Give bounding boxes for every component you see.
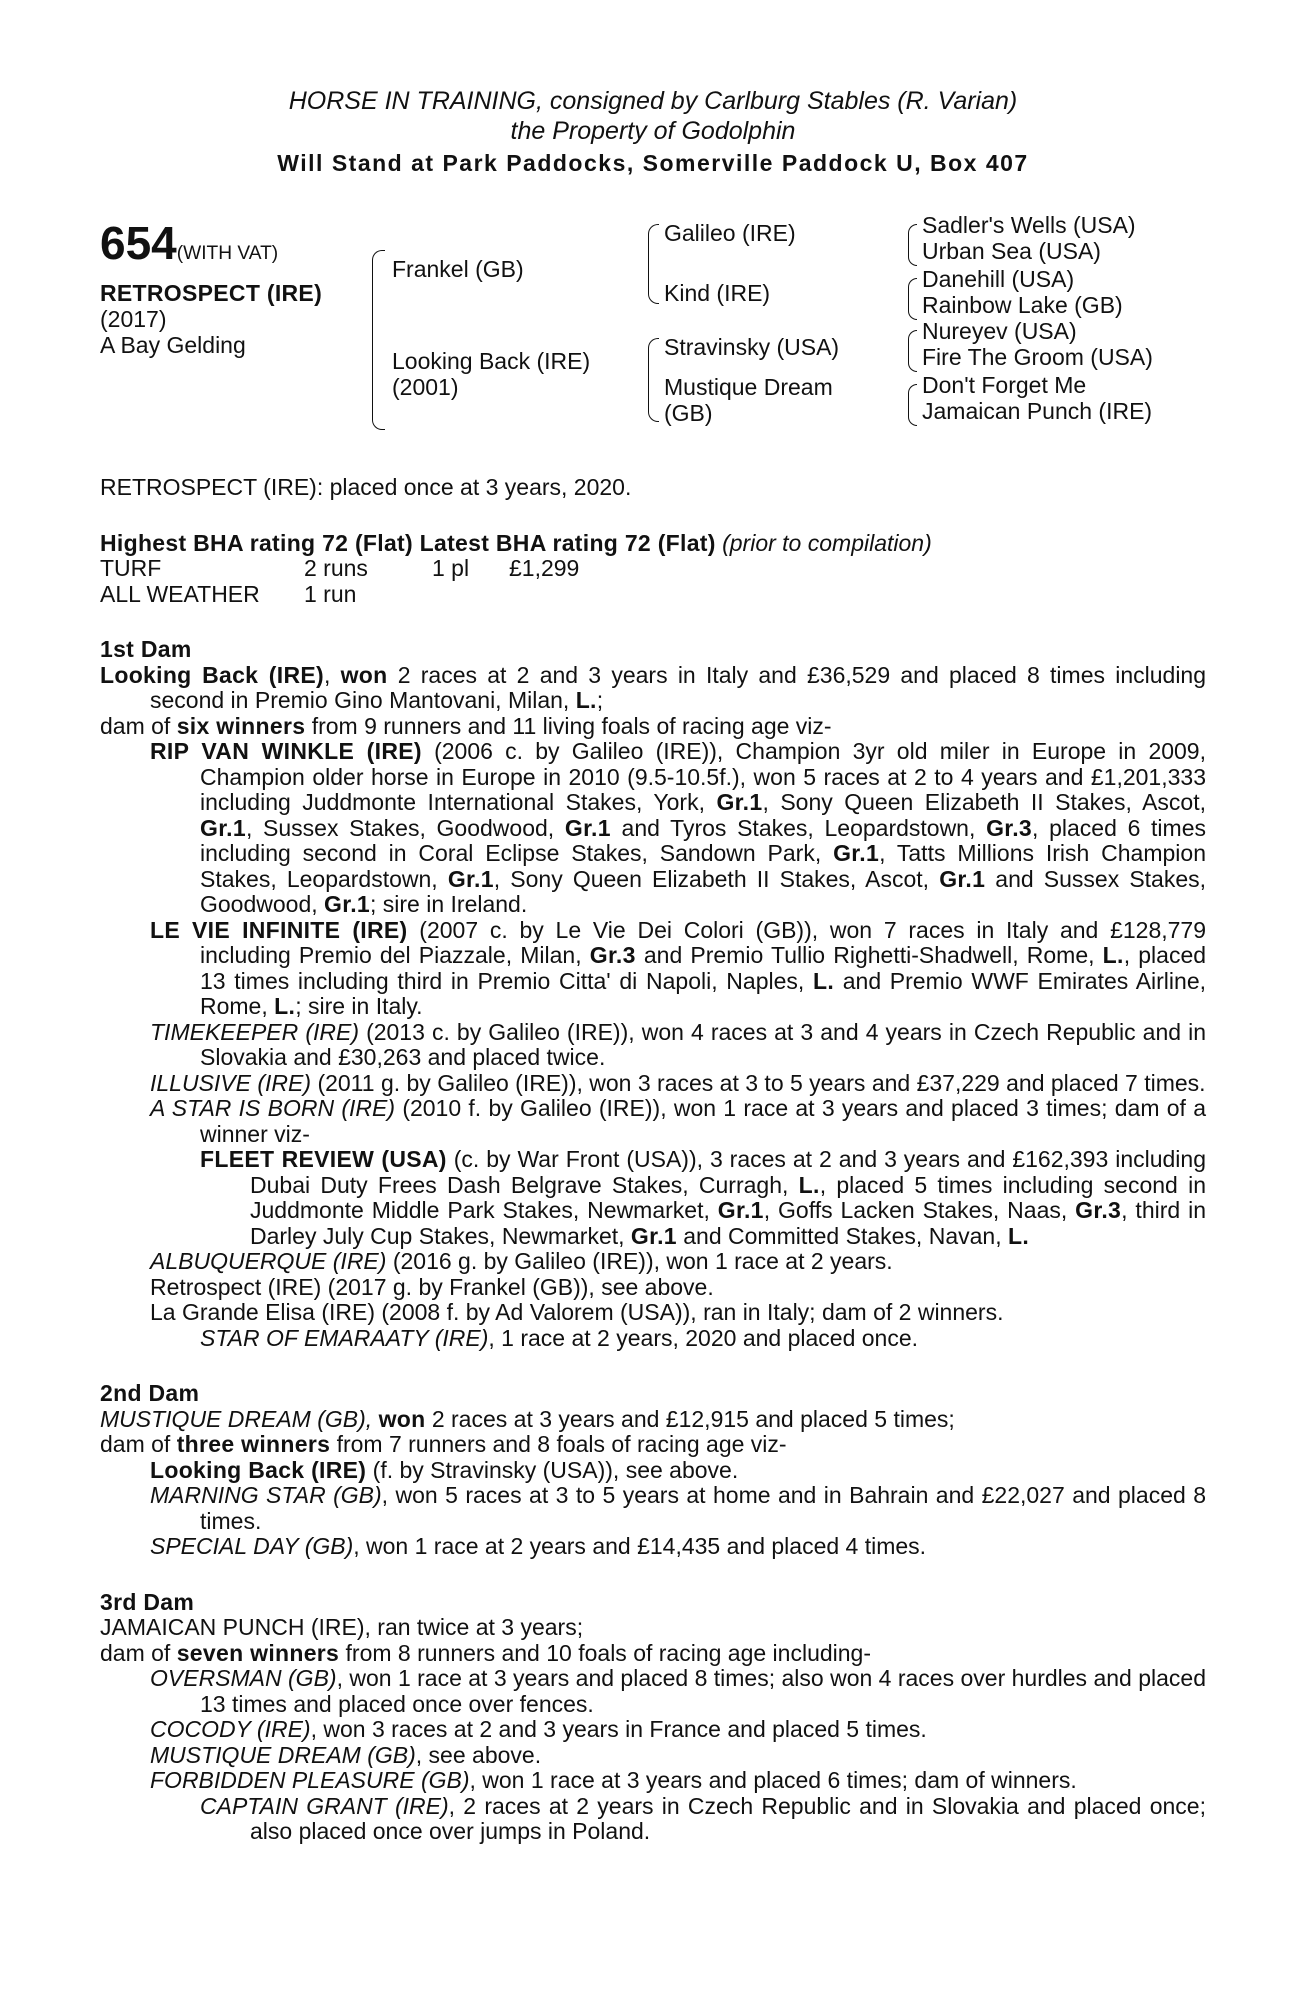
produce-albuquerque: ALBUQUERQUE (IRE) (2016 g. by Galileo (IRE)), won 1 race at 2 years. xyxy=(150,1248,893,1274)
produce-intro: dam of six winners from 9 runners and 11 living foals of racing age viz- xyxy=(100,712,832,739)
produce-intro: dam of three winners from 7 runners and 8 foals of racing age viz- xyxy=(100,1431,787,1457)
produce-forbidden-pleasure: FORBIDDEN PLEASURE (GB), won 1 race at 3 years and placed 6 times; dam of winners. xyxy=(150,1767,1077,1793)
dam-name: Looking Back (IRE) xyxy=(392,348,591,374)
produce-captain-grant: CAPTAIN GRANT (IRE), 2 races at 2 years in Czech Republic and in Slovakia and placed once; also placed once over jumps in Poland. xyxy=(200,1792,1206,1844)
brace-g3 xyxy=(908,330,917,372)
ped-dds: Don't Forget Me xyxy=(922,372,1087,398)
horse-year: (2017) xyxy=(100,306,167,332)
rating-note: (prior to compilation) xyxy=(722,529,932,556)
ped-dss: Nureyev (USA) xyxy=(922,318,1077,344)
produce-a-star-is-born: A STAR IS BORN (IRE) (2010 f. by Galileo (IRE)), won 1 race at 3 years and placed 3 times; dam of a winner viz- xyxy=(150,1095,1206,1147)
page-header xyxy=(100,86,1206,178)
brace-g2 xyxy=(908,278,917,320)
brace-g4 xyxy=(908,384,917,426)
brace-g1 xyxy=(908,224,917,266)
third-dam-section xyxy=(100,1590,1206,1845)
dam-record: Looking Back (IRE), won 2 races at 2 and 3 years in Italy and £36,529 and placed 8 times including second in Premio Gino Mantovani, Milan, L.; xyxy=(100,661,1207,713)
produce-illusive: ILLUSIVE (IRE) (2011 g. by Galileo (IRE)), won 3 races at 3 to 5 years and £37,229 and placed 7 times. xyxy=(150,1069,1206,1096)
dam-dam-country: (GB) xyxy=(664,400,713,426)
section-title: 3rd Dam xyxy=(100,1588,195,1615)
horse-name: RETROSPECT (IRE) xyxy=(100,280,323,306)
dam-sire: Stravinsky (USA) xyxy=(664,334,840,360)
stand-line: Will Stand at Park Paddocks, Somerville Paddock U, Box 407 xyxy=(277,150,1029,176)
produce-special-day: SPECIAL DAY (GB), won 1 race at 2 years and £14,435 and placed 4 times. xyxy=(150,1533,927,1559)
lot-number: 654(WITH VAT) xyxy=(100,217,279,269)
rating-line: Highest BHA rating 72 (Flat) Latest BHA rating 72 (Flat) xyxy=(100,529,716,556)
produce-marning-star: MARNING STAR (GB), won 5 races at 3 to 5 years at home and in Bahrain and £22,027 and placed 8 times. xyxy=(150,1482,1206,1534)
produce-le-vie-infinite: LE VIE INFINITE (IRE) (2007 c. by Le Vie Dei Colori (GB)), won 7 races in Italy and £128,779 including Premio del Piazzale, Milan, Gr.3 and Premio Tullio Righetti-Shadwell, Rome, L., placed 13 times including third in Premio Citta' di Napoli, Naples, L. and Premio WWF Emirates Airline, Rome, L.; sire in Italy. xyxy=(150,916,1207,1019)
ped-dsd: Fire The Groom (USA) xyxy=(922,344,1153,370)
section-title: 1st Dam xyxy=(100,636,192,662)
pedigree-table xyxy=(100,212,1206,475)
second-dam-section xyxy=(100,1381,1206,1560)
horse-description: A Bay Gelding xyxy=(100,332,246,358)
ped-ssd: Urban Sea (USA) xyxy=(922,238,1101,264)
produce-la-grande-elisa: La Grande Elisa (IRE) (2008 f. by Ad Valorem (USA)), ran in Italy; dam of 2 winners. xyxy=(150,1299,1004,1325)
owner-line: the Property of Godolphin xyxy=(510,117,796,145)
summary-line: RETROSPECT (IRE): placed once at 3 years, 2020. xyxy=(100,474,632,500)
catalogue-page xyxy=(100,86,1206,1845)
sire-dam: Kind (IRE) xyxy=(664,280,771,306)
first-dam-section xyxy=(100,637,1206,1351)
ped-sdd: Rainbow Lake (GB) xyxy=(922,292,1123,318)
stat-row-aw: ALL WEATHER 1 run xyxy=(100,580,357,607)
ped-sds: Danehill (USA) xyxy=(922,266,1075,292)
brace-dam-line xyxy=(648,338,659,422)
produce-retrospect: Retrospect (IRE) (2017 g. by Frankel (GB)), see above. xyxy=(150,1273,714,1300)
produce-fleet-review: FLEET REVIEW (USA) (c. by War Front (USA)), 3 races at 2 and 3 years and £162,393 including Dubai Duty Frees Dash Belgrave Stakes, Curragh, L., placed 5 times including second in Juddmonte Middle Park Stakes, Newmarket, Gr.1, Goffs Lacken Stakes, Naas, Gr.3, third in Darley July Cup Stakes, Newmarket, Gr.1 and Committed Stakes, Navan, L. xyxy=(200,1146,1206,1249)
produce-looking-back: Looking Back (IRE) (f. by Stravinsky (USA)), see above. xyxy=(150,1456,739,1483)
produce-mustique-dream: MUSTIQUE DREAM (GB), see above. xyxy=(150,1741,542,1768)
dam-record: MUSTIQUE DREAM (GB), won 2 races at 3 years and £12,915 and placed 5 times; xyxy=(100,1405,955,1432)
vat-label: (WITH VAT) xyxy=(176,243,279,264)
ped-ddd: Jamaican Punch (IRE) xyxy=(922,398,1153,424)
produce-oversman: OVERSMAN (GB), won 1 race at 3 years and placed 8 times; also won 4 races over hurdles and placed 13 times and placed once over fences. xyxy=(150,1665,1206,1717)
dam-year: (2001) xyxy=(392,374,459,400)
dam-dam: Mustique Dream xyxy=(664,374,833,400)
produce-rip-van-winkle: RIP VAN WINKLE (IRE) (2006 c. by Galileo (IRE)), Champion 3yr old miler in Europe in 2009, Champion older horse in Europe in 2010 (9.5-10.5f.), won 5 races at 2 to 4 years and £1,201,333 including Juddmonte International Stakes, York, Gr.1, Sony Queen Elizabeth II Stakes, Ascot, Gr.1, Sussex Stakes, Goodwood, Gr.1 and Tyros Stakes, Leopardstown, Gr.3, placed 6 times including second in Coral Eclipse Stakes, Sandown Park, Gr.1, Tatts Millions Irish Champion Stakes, Leopardstown, Gr.1, Sony Queen Elizabeth II Stakes, Ascot, Gr.1 and Sussex Stakes, Goodwood, Gr.1; sire in Ireland. xyxy=(150,738,1207,917)
sire-sire: Galileo (IRE) xyxy=(664,220,796,246)
sire-name: Frankel (GB) xyxy=(392,256,524,282)
produce-cocody: COCODY (IRE), won 3 races at 2 and 3 years in France and placed 5 times. xyxy=(150,1716,927,1742)
stat-row-turf: TURF 2 runs 1 pl £1,299 xyxy=(100,555,580,581)
dam-record: JAMAICAN PUNCH (IRE), ran twice at 3 years; xyxy=(100,1614,584,1640)
section-title: 2nd Dam xyxy=(100,1380,200,1406)
brace-sire-dam xyxy=(372,250,385,430)
produce-timekeeper: TIMEKEEPER (IRE) (2013 c. by Galileo (IRE)), won 4 races at 3 and 4 years in Czech Republic and in Slovakia and £30,263 and placed twice. xyxy=(150,1018,1206,1070)
brace-sire-line xyxy=(648,224,659,304)
horse-summary xyxy=(100,475,1206,501)
ped-sss: Sadler's Wells (USA) xyxy=(922,212,1136,238)
consignor-line: HORSE IN TRAINING, consigned by Carlburg Stables (R. Varian) xyxy=(288,87,1018,115)
produce-intro: dam of seven winners from 8 runners and 10 foals of racing age including- xyxy=(100,1639,872,1666)
ratings-block xyxy=(100,531,1206,608)
produce-star-of-emaraaty: STAR OF EMARAATY (IRE), 1 race at 2 years, 2020 and placed once. xyxy=(200,1324,919,1351)
